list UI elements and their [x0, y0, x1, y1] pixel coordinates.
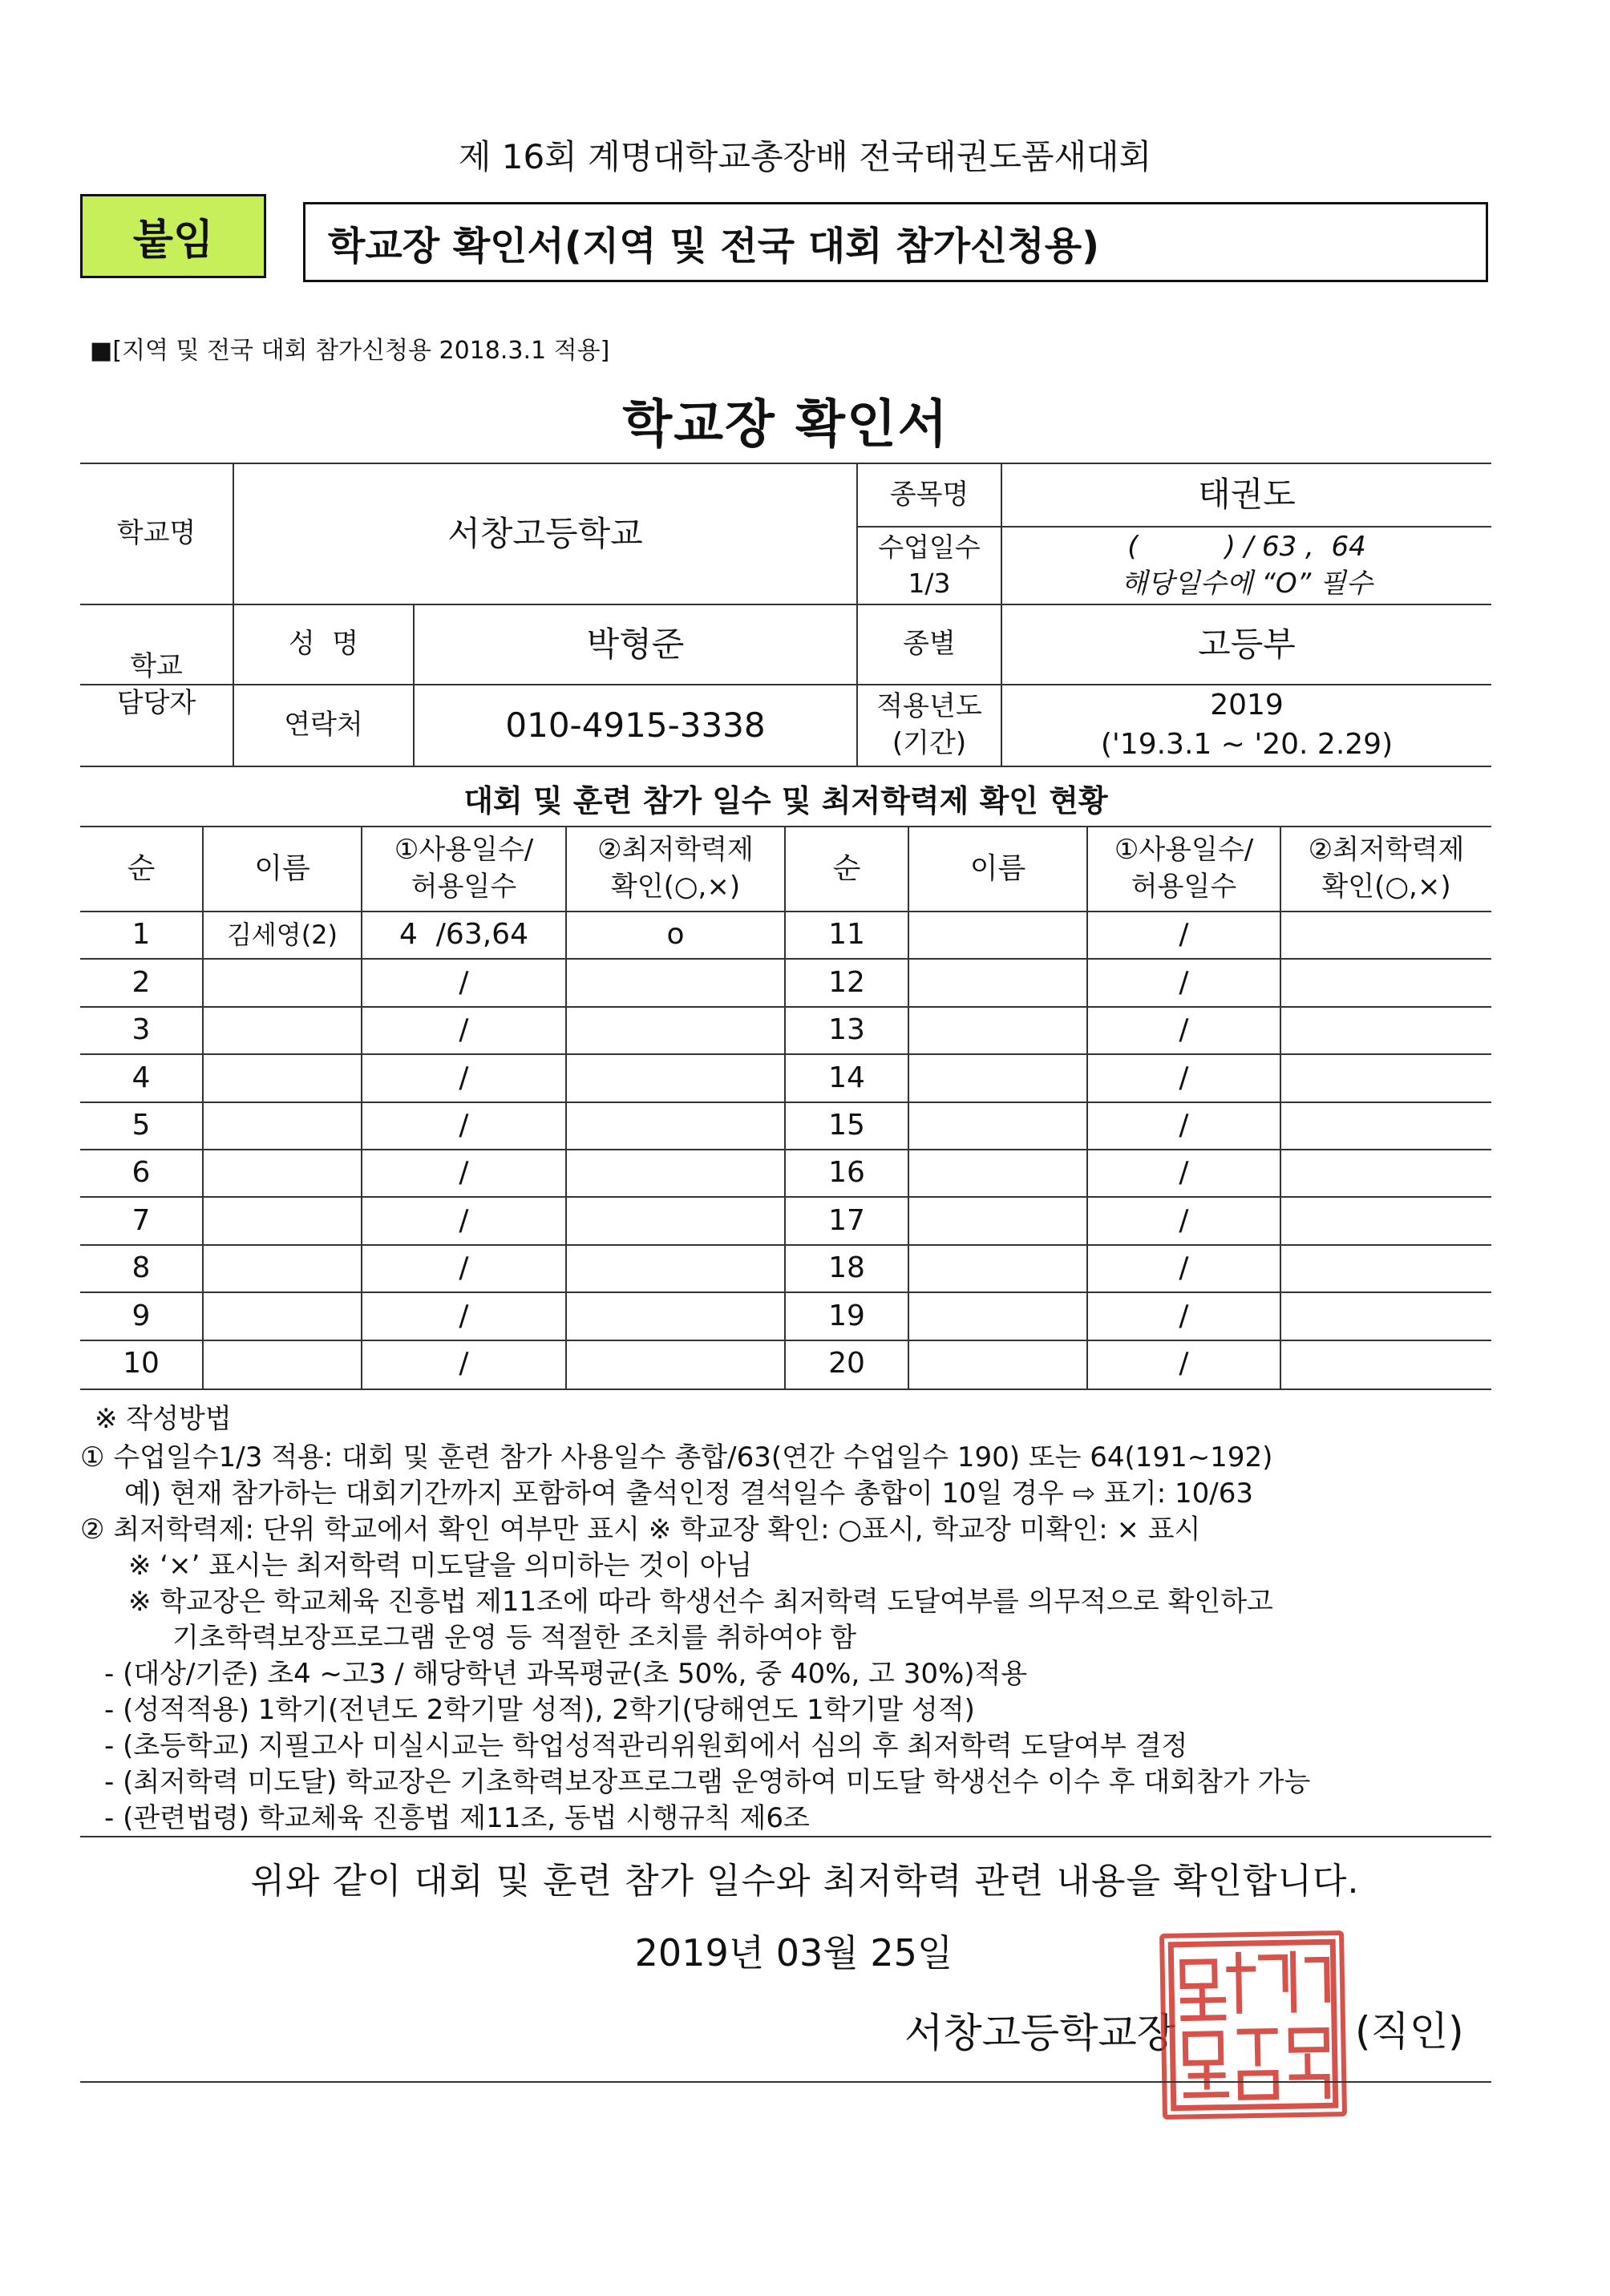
cell-name — [204, 1198, 361, 1243]
cell-days: / — [1179, 918, 1189, 952]
cell-check — [567, 1246, 784, 1292]
cell-days: / — [459, 1299, 469, 1332]
cell-check — [567, 1055, 784, 1101]
cell-no: 15 — [828, 1108, 865, 1142]
cell-days: / — [459, 1013, 469, 1047]
school-value: 서창고등학교 — [447, 513, 643, 553]
document-title: 학교장 확인서 — [622, 395, 949, 455]
name-value: 박형준 — [586, 624, 685, 664]
event-title: 제 16회 계명대학교총장배 전국태권도품새대회 — [458, 137, 1152, 176]
cell-check — [1281, 1150, 1491, 1196]
classdays-label — [858, 528, 1001, 604]
phone-value: 010-4915-3338 — [505, 705, 766, 745]
cell-days: / — [1179, 1299, 1189, 1332]
note-line: - (초등학교) 지필고사 미실시교는 학업성적관리위원회에서 심의 후 최저학력 도달여부 결정 — [104, 1730, 1188, 1762]
cell-days: / — [459, 965, 469, 999]
note-line: - (관련법령) 학교체육 진흥법 제11조, 동법 시행규칙 제6조 — [104, 1802, 810, 1834]
cell-check — [567, 1008, 784, 1053]
cell-check — [1281, 1055, 1491, 1101]
cell-no: 9 — [131, 1299, 151, 1332]
cell-name — [909, 1246, 1086, 1292]
cell-days: / — [459, 1251, 469, 1285]
cell-name — [909, 912, 1086, 958]
cell-name — [204, 1055, 361, 1101]
cell-check — [567, 1198, 784, 1243]
cell-days: / — [1179, 1156, 1189, 1190]
header-days-right-line1: ①사용일수/ — [1114, 834, 1254, 867]
header-days-left — [362, 827, 565, 911]
cell-no: 4 — [131, 1061, 151, 1094]
title-box-label: 학교장 확인서(지역 및 전국 대회 참가신청용) — [328, 223, 1100, 269]
note-line: - (대상/기준) 초4 ~고3 / 해당학년 과목평균(초 50%, 중 40%, 고 30%)적용 — [104, 1658, 1028, 1690]
cell-name — [204, 1246, 361, 1292]
cell-days: / — [1179, 1203, 1189, 1237]
cell-days: / — [459, 1203, 469, 1237]
cell-no: 17 — [828, 1203, 865, 1237]
note-line: ② 최저학력제: 단위 학교에서 확인 여부만 표시 ※ 학교장 확인: ○표시, 학교장 미확인: × 표시 — [80, 1514, 1201, 1546]
classdays-value-line2: 해당일수에 “O” 필수 — [1121, 567, 1373, 600]
cell-no: 1 — [131, 918, 151, 952]
cell-no: 14 — [828, 1061, 865, 1094]
cell-check — [567, 1341, 784, 1387]
cell-days: / — [459, 1346, 469, 1380]
sport-label: 종목명 — [889, 478, 969, 511]
cell-no: 8 — [131, 1251, 151, 1285]
phone-label: 연락처 — [284, 709, 363, 742]
cell-days: / — [1179, 1013, 1189, 1047]
cell-name — [204, 960, 361, 1005]
official-seal — [1159, 1930, 1347, 2120]
header-check-right — [1281, 827, 1491, 911]
cell-no: 13 — [828, 1013, 865, 1047]
cell-name — [909, 960, 1086, 1005]
cell-check — [1281, 912, 1491, 958]
cell-check — [1281, 1341, 1491, 1387]
contact-label — [80, 605, 233, 766]
cell-no: 10 — [123, 1346, 160, 1380]
cell-name — [909, 1293, 1086, 1339]
issue-date: 2019년 03월 25일 — [634, 1931, 953, 1975]
header-no-left: 순 — [127, 851, 156, 885]
note-line: 기초학력보장프로그램 운영 등 적절한 조치를 취하여야 함 — [172, 1622, 857, 1654]
cell-days: / — [1179, 965, 1189, 999]
contact-label-line1: 학교 — [130, 650, 183, 683]
attachment-tag — [80, 194, 266, 278]
header-check-right-line2: 확인(○,×) — [1321, 871, 1451, 903]
cell-no: 16 — [828, 1156, 865, 1190]
name-label: 성 명 — [288, 628, 359, 661]
year-value — [1002, 685, 1491, 766]
header-days-left-line2: 허용일수 — [411, 871, 517, 903]
cell-check — [1281, 1246, 1491, 1292]
cell-no: 7 — [131, 1203, 151, 1237]
header-name-left: 이름 — [254, 851, 310, 885]
school-label: 학교명 — [116, 517, 196, 550]
cell-no: 5 — [131, 1108, 151, 1142]
cell-days: 4 /63,64 — [399, 918, 528, 952]
seal-pattern-icon — [1164, 1935, 1342, 2115]
square-marker: ■ — [90, 337, 113, 365]
header-no-right: 순 — [832, 851, 861, 885]
cell-name — [204, 1008, 361, 1053]
cell-name — [909, 1198, 1086, 1243]
classdays-value-line1: ( ) / 63 , 64 — [1127, 530, 1366, 563]
division-value: 고등부 — [1198, 624, 1296, 664]
sport-value: 태권도 — [1198, 475, 1296, 515]
cell-no: 6 — [131, 1156, 151, 1190]
cell-days: / — [1179, 1346, 1189, 1380]
cell-no: 2 — [131, 965, 151, 999]
notes-heading: ※ 작성방법 — [95, 1403, 232, 1435]
note-line: ※ ‘×’ 표시는 최저학력 미도달을 의미하는 것이 아님 — [128, 1550, 753, 1582]
cell-name — [204, 1103, 361, 1149]
note-line: 예) 현재 참가하는 대회기간까지 포함하여 출석인정 결석일수 총합이 10일 경우 ⇨ 표기: 10/63 — [124, 1477, 1253, 1510]
contact-label-line2: 담당자 — [116, 687, 196, 719]
header-check-left-line1: ②최저학력제 — [597, 834, 754, 867]
header-days-right — [1088, 827, 1280, 911]
cell-no: 18 — [828, 1251, 865, 1285]
cell-name — [909, 1150, 1086, 1196]
note-line: - (최저학력 미도달) 학교장은 기초학력보장프로그램 운영하여 미도달 학생선수 이수 후 대회참가 가능 — [104, 1766, 1311, 1798]
cell-days: / — [459, 1156, 469, 1190]
note-line: ※ 학교장은 학교체육 진흥법 제11조에 따라 학생선수 최저학력 도달여부를 의무적으로 확인하고 — [128, 1586, 1273, 1618]
cell-check — [1281, 1293, 1491, 1339]
division-label: 종별 — [903, 628, 956, 661]
cell-name — [204, 1293, 361, 1339]
cell-no: 12 — [828, 965, 865, 999]
header-days-left-line1: ①사용일수/ — [394, 834, 534, 867]
cell-check — [567, 1103, 784, 1149]
attachment-tag-label: 붙임 — [132, 216, 214, 265]
sub-note — [90, 330, 609, 366]
year-label-line1: 적용년도 — [876, 690, 982, 723]
confirmation-statement: 위와 같이 대회 및 훈련 참가 일수와 최저학력 관련 내용을 확인합니다. — [250, 1861, 1360, 1902]
cell-check — [567, 960, 784, 1005]
header-check-left — [567, 827, 784, 911]
note-line: ① 수업일수1/3 적용: 대회 및 훈련 참가 사용일수 총합/63(연간 수업일수 190) 또는 64(191~192) — [80, 1441, 1273, 1473]
cell-check — [567, 1150, 784, 1196]
cell-name — [909, 1103, 1086, 1149]
cell-check — [1281, 1008, 1491, 1053]
classdays-label-line1: 수업일수 — [878, 531, 981, 563]
cell-name — [909, 1341, 1086, 1387]
cell-days: / — [1179, 1061, 1189, 1094]
cell-no: 3 — [131, 1013, 151, 1047]
cell-check — [1281, 960, 1491, 1005]
status-heading: 대회 및 훈련 참가 일수 및 최저학력제 확인 현황 — [463, 783, 1108, 819]
classdays-label-line2: 1/3 — [908, 567, 951, 599]
signer-name: 서창고등학교장 — [904, 2010, 1176, 2056]
cell-name: 김세영(2) — [226, 920, 338, 951]
cell-no: 20 — [828, 1346, 865, 1380]
year-label — [858, 685, 1001, 766]
cell-no: 11 — [828, 918, 865, 952]
classdays-value — [1002, 528, 1491, 604]
sub-note-text: [지역 및 전국 대회 참가신청용 2018.3.1 적용] — [112, 337, 610, 365]
header-days-right-line2: 허용일수 — [1131, 871, 1237, 903]
cell-days: / — [1179, 1108, 1189, 1142]
year-label-line2: (기간) — [892, 727, 967, 759]
cell-no: 19 — [828, 1299, 865, 1332]
seal-note: (직인) — [1355, 2008, 1464, 2055]
cell-check — [567, 1293, 784, 1339]
cell-name — [204, 1150, 361, 1196]
cell-days: / — [459, 1061, 469, 1094]
cell-check — [1281, 1103, 1491, 1149]
cell-days: / — [459, 1108, 469, 1142]
year-value-line2: ('19.3.1 ~ '20. 2.29) — [1100, 728, 1394, 761]
year-value-line1: 2019 — [1210, 689, 1284, 722]
cell-check: o — [666, 918, 685, 952]
cell-check — [1281, 1198, 1491, 1243]
note-line: - (성적적용) 1학기(전년도 2학기말 성적), 2학기(당해연도 1학기말 성적) — [104, 1694, 975, 1726]
title-box — [303, 202, 1488, 282]
cell-name — [909, 1055, 1086, 1101]
header-check-right-line1: ②최저학력제 — [1308, 834, 1465, 867]
cell-days: / — [1179, 1251, 1189, 1285]
cell-name — [909, 1008, 1086, 1053]
header-name-right: 이름 — [969, 851, 1026, 885]
cell-name — [204, 1341, 361, 1387]
header-check-left-line2: 확인(○,×) — [610, 871, 741, 903]
